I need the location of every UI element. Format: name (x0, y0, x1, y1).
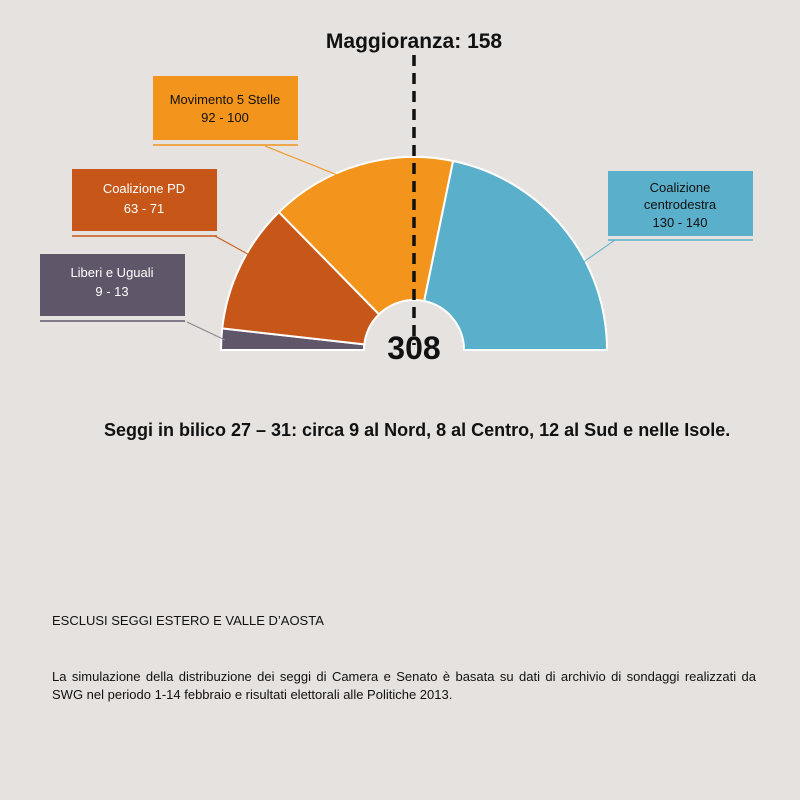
leader-line-m5s (265, 146, 345, 178)
methodology-description: La simulazione della distribuzione dei seggi di Camera e Senato è basata su dati di archivio di sondaggi realizzati da SWG nel periodo 1-14 febbraio e risultati elettorali alle Politiche 2013. (52, 669, 756, 702)
label-pd-range: 63 - 71 (123, 201, 165, 216)
majority-label: Maggioranza: 158 (325, 30, 503, 53)
label-cdx-range: 130 - 140 (652, 215, 708, 230)
center-total: 308 (387, 330, 441, 366)
leader-line-pd (215, 236, 255, 258)
slice-coalizione-centrodestra (424, 161, 607, 350)
seats-in-balance-text: Seggi in bilico 27 – 31: circa 9 al Nord, 8 al Centro, 12 al Sud e nelle Isole. (104, 420, 731, 440)
label-cdx-name1: Coalizione (649, 180, 711, 195)
label-m5s-name: Movimento 5 Stelle (169, 92, 281, 107)
label-leu-name: Liberi e Uguali (70, 265, 154, 280)
label-m5s (153, 76, 298, 145)
label-pd (72, 169, 217, 236)
leader-line-leu (187, 322, 225, 340)
label-pd-name: Coalizione PD (102, 181, 186, 196)
label-leu (40, 254, 185, 321)
label-cdx-name2: centrodestra (643, 197, 717, 212)
label-cdx (608, 171, 753, 240)
label-leu-range: 9 - 13 (95, 284, 129, 299)
label-m5s-range: 92 - 100 (201, 110, 249, 125)
exclusion-note: ESCLUSI SEGGI ESTERO E VALLE D’AOSTA (52, 613, 324, 628)
